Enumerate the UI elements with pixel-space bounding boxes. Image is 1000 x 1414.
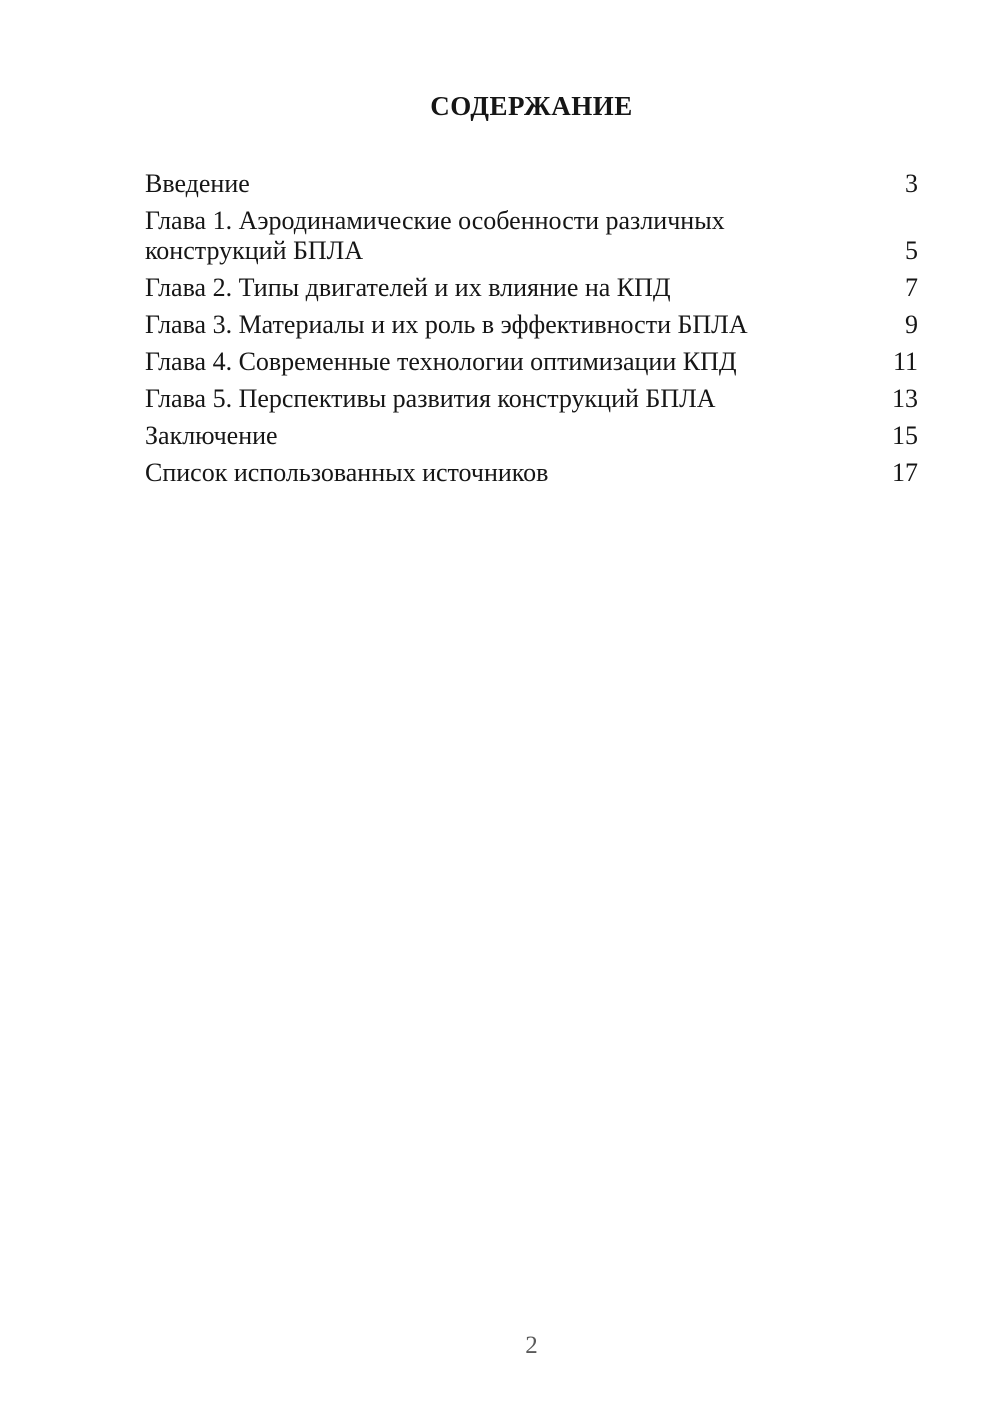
toc-entry-label: Глава 5. Перспективы развития конструкций БПЛА: [145, 384, 716, 413]
toc-entry-label: Список использованных источников: [145, 458, 549, 487]
toc-entry: [145, 310, 918, 340]
toc-entry-page: 17: [892, 458, 918, 487]
toc-entry: [145, 206, 918, 266]
toc-entry: [145, 384, 918, 414]
toc-entry: [145, 347, 918, 377]
toc-entry: [145, 169, 918, 199]
toc-entry-page: 5: [905, 236, 918, 265]
toc-entry-label: Глава 2. Типы двигателей и их влияние на КПД: [145, 273, 671, 302]
toc-entry: [145, 458, 918, 488]
toc-entry-label: Глава 1. Аэродинамические особенности различных конструкций БПЛА: [145, 206, 725, 265]
toc-entry-label: Глава 3. Материалы и их роль в эффективности БПЛА: [145, 310, 748, 339]
page-content: [0, 0, 1000, 488]
toc-entry-page: 13: [892, 384, 918, 413]
toc-entry: [145, 421, 918, 451]
toc-entry: [145, 273, 918, 303]
toc-list: [145, 169, 918, 488]
page-number-footer: 2: [525, 1332, 538, 1359]
toc-entry-page: 7: [905, 273, 918, 302]
toc-entry-page: 15: [892, 421, 918, 450]
toc-entry-page: 11: [892, 347, 918, 376]
toc-entry-page: 3: [905, 169, 918, 198]
toc-entry-label: Глава 4. Современные технологии оптимизации КПД: [145, 347, 737, 376]
toc-entry-page: 9: [905, 310, 918, 339]
toc-entry-label: Заключение: [145, 421, 278, 450]
toc-entry-label: Введение: [145, 169, 250, 198]
toc-title: СОДЕРЖАНИЕ: [430, 91, 633, 121]
